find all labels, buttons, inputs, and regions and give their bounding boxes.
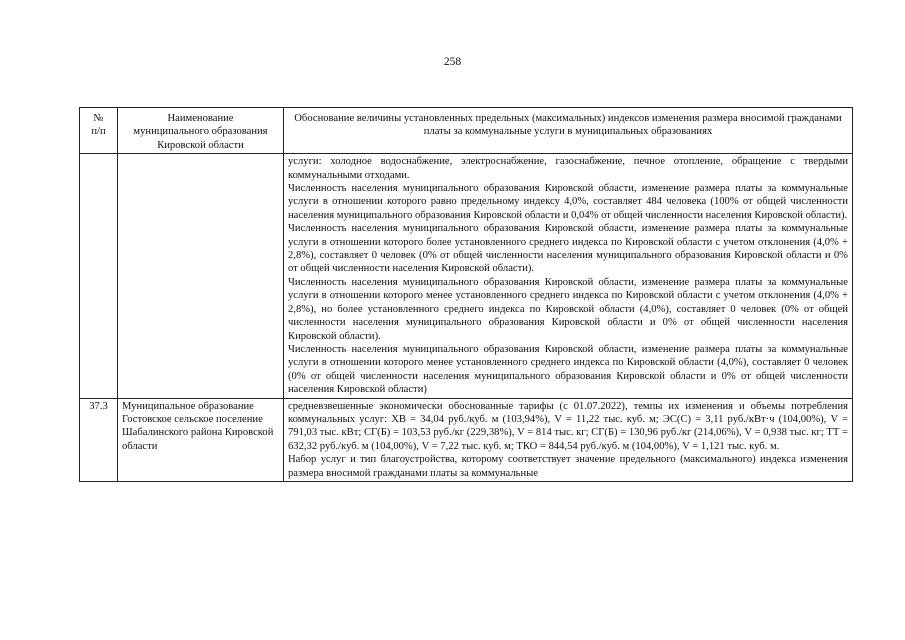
paragraph: Численность населения муниципального образования Кировской области, изменение размера платы за коммунальные услуги в отношении которого менее установленного среднего индекса по Кировской области (4,0%), составляет 0 человек (0% от общей численности населения муниципального образования Кировской области и 0% от общей численности населения Кировской области) bbox=[288, 343, 848, 396]
table-header-row bbox=[80, 108, 853, 154]
paragraph: Набор услуг и тип благоустройства, которому соответствует значение предельного (максимального) индекса изменения размера вносимой гражданами платы за коммунальные bbox=[288, 454, 848, 479]
header-municipality-name: Наименование муниципального образования Кировской области bbox=[118, 108, 284, 154]
row-municipality-name bbox=[118, 154, 284, 398]
justification-table bbox=[79, 107, 853, 482]
table-row bbox=[80, 398, 853, 481]
row-number: 37.3 bbox=[80, 398, 118, 481]
header-justification: Обоснование величины установленных предельных (максимальных) индексов изменения размера вносимой гражданами платы за коммунальные услуги в муниципальных образованиях bbox=[284, 108, 853, 154]
header-number: № п/п bbox=[80, 108, 118, 154]
table-row bbox=[80, 154, 853, 398]
row-justification bbox=[284, 398, 853, 481]
row-municipality-name: Муниципальное образование Гостовское сельское поселение Шабалинского района Кировской области bbox=[118, 398, 284, 481]
paragraph: Численность населения муниципального образования Кировской области, изменение размера платы за коммунальные услуги в отношении которого более установленного среднего индекса по Кировской области с учетом отклонения (4,0% + 2,8%), составляет 0 человек (0% от общей численности населения муниципального образования Кировской области и 0% от общей численности населения Кировской области). bbox=[288, 223, 848, 275]
paragraph: услуги: холодное водоснабжение, электроснабжение, газоснабжение, печное отопление, обращение с твердыми коммунальными отходами. bbox=[288, 156, 848, 181]
row-justification bbox=[284, 154, 853, 398]
paragraph: Численность населения муниципального образования Кировской области, изменение размера платы за коммунальные услуги в отношении которого менее установленного среднего индекса по Кировской области с учетом отклонения (4,0% + 2,8%), но более установленного среднего индекса по Кировской области (4,0%), составляет 0 человек (0% от общей численности населения муниципального образования Кировской области и 0% от общей численности населения Кировской области). bbox=[288, 276, 848, 342]
row-number bbox=[80, 154, 118, 398]
page-number: 258 bbox=[443, 56, 462, 68]
paragraph: Численность населения муниципального образования Кировской области, изменение размера платы за коммунальные услуги в отношении которого равно предельному индексу 4,0%, составляет 484 человека (100% от общей численности населения муниципального образования Кировской области и 0,04% от общей численности населения Кировской области). bbox=[288, 183, 848, 221]
paragraph: средневзвешенные экономически обоснованные тарифы (с 01.07.2022), темпы их изменения и объемы потребления коммунальных услуг: ХВ = 34,04 руб./куб. м (103,94%), V = 11,22 тыс. куб. м; ЭС(С) = 3,11 руб./кВт·ч (104,00%), V = 791,03 тыс. кВт; СГ(Б) = 103,53 руб./кг (229,38%), V = 814 тыс. кг; СГ(Б) = 130,96 руб./кг (214,06%), V = 0,938 тыс. кг; ТТ = 632,32 руб./куб. м (104,00%), V = 7,22 тыс. куб. м; ТКО = 844,54 руб./куб. м (104,00%), V = 1,121 тыс. куб. м. bbox=[288, 400, 848, 452]
